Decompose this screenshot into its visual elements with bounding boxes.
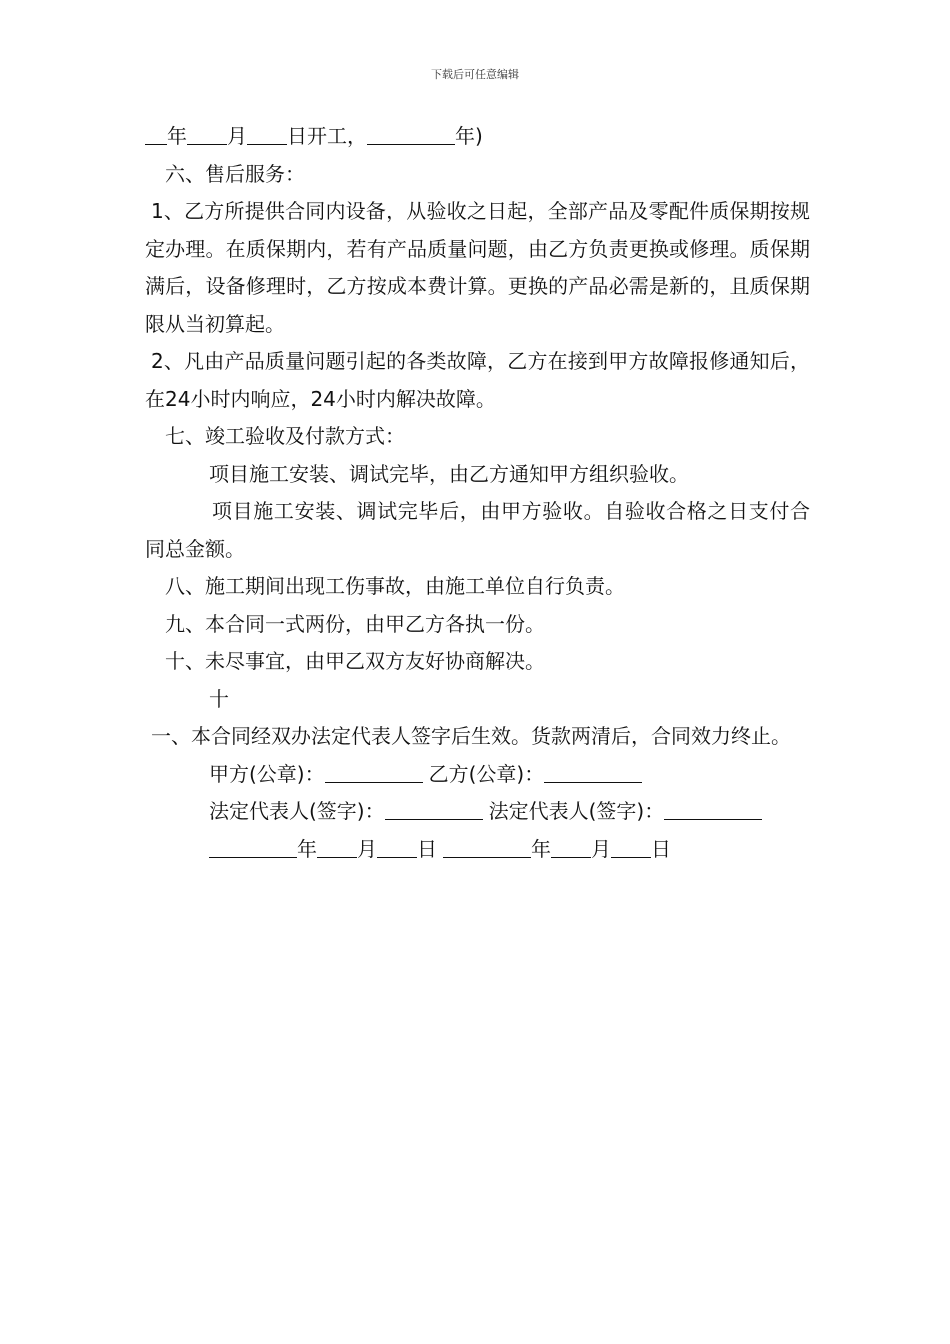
party-b-day-field[interactable] <box>611 837 651 858</box>
blank-field[interactable] <box>145 124 167 145</box>
section-11: 一、本合同经双办法定代表人签字后生效。货款两清后，合同效力终止。 <box>151 724 791 748</box>
party-a-rep-label: 法定代表人(签字)： <box>209 799 385 823</box>
section-7-para-1: 项目施工安装、调试完毕，由乙方通知甲方组织验收。 <box>209 461 689 486</box>
party-a-month-field[interactable] <box>317 837 357 858</box>
section-11-number: 十 <box>209 686 229 711</box>
section-6-title: 六、售后服务： <box>165 161 305 186</box>
section-7-title: 七、竣工验收及付款方式： <box>165 424 405 448</box>
section-6-item-1: 1、乙方所提供合同内设备，从验收之日起，全部产品及零配件质保期按规定办理。在质保期内，若有产品质量问题，由乙方负责更换或修理。质保期满后，设备修理时，乙方按成本费计算。更换的产品必需是新的，且质保期限从当初算起。 <box>145 199 810 336</box>
party-b-seal-field[interactable] <box>544 762 642 783</box>
section-10: 十、未尽事宜，由甲乙双方友好协商解决。 <box>165 649 545 673</box>
party-b-rep-label: 法定代表人(签字)： <box>488 799 665 823</box>
party-b-seal-label: 乙方(公章)： <box>428 761 545 786</box>
party-b-year-field[interactable] <box>443 837 531 858</box>
blank-field[interactable] <box>187 124 227 145</box>
party-b-rep-field[interactable] <box>664 799 762 820</box>
section-6-item-2: 2、凡由产品质量问题引起的各类故障，乙方在接到甲方故障报修通知后，在24小时内响应，24小时内解决故障。 <box>145 349 810 411</box>
start-date-line: 年 月 日开工， 年) <box>145 118 810 156</box>
party-a-day-field[interactable] <box>377 837 417 858</box>
representative-line <box>145 793 810 831</box>
party-a-year-field[interactable] <box>209 837 297 858</box>
blank-field[interactable] <box>247 124 287 145</box>
signature-date-line: 年 月 日 年 月 日 <box>145 831 810 869</box>
section-9: 九、本合同一式两份，由甲乙方各执一份。 <box>165 611 545 636</box>
contract-body <box>145 118 810 868</box>
party-a-rep-field[interactable] <box>385 799 483 820</box>
section-7-para-2: 项目施工安装、调试完毕后，由甲方验收。自验收合格之日支付合同总金额。 <box>145 499 810 561</box>
party-seal-line <box>145 756 810 794</box>
party-a-seal-label: 甲方(公章)： <box>209 761 325 786</box>
page-header-note: 下载后可任意编辑 <box>431 68 519 81</box>
party-b-month-field[interactable] <box>551 837 591 858</box>
blank-field[interactable] <box>367 124 455 145</box>
section-8: 八、施工期间出现工伤事故，由施工单位自行负责。 <box>165 574 625 598</box>
party-a-seal-field[interactable] <box>325 762 423 783</box>
